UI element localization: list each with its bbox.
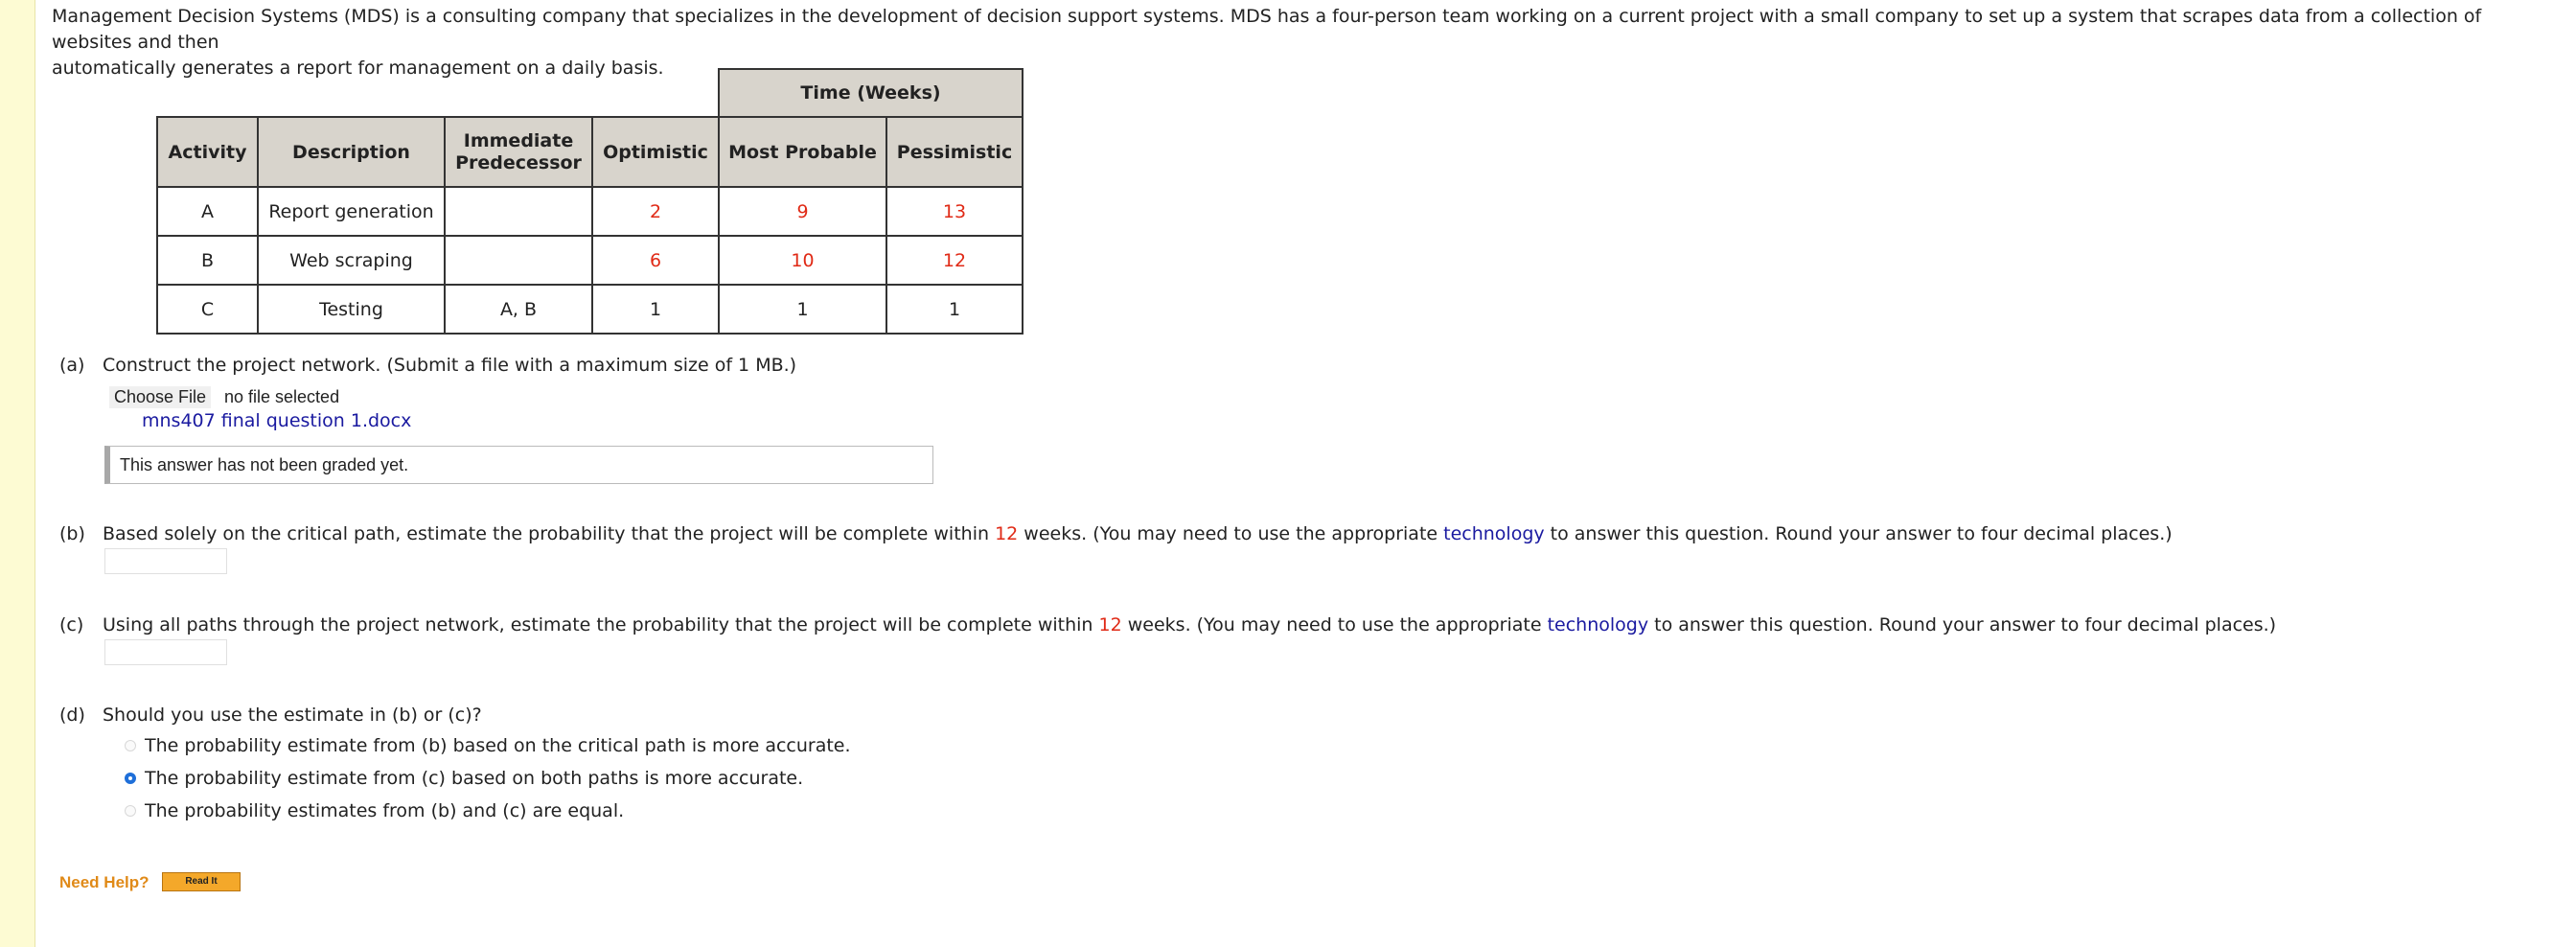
option-c-more-accurate[interactable]: [125, 768, 803, 789]
optimistic-cell: 6: [592, 236, 719, 285]
part-a-question: Construct the project network. (Submit a file with a maximum size of 1 MB.): [103, 355, 797, 376]
predecessor-cell: [445, 236, 592, 285]
technology-link[interactable]: technology: [1547, 614, 1649, 635]
part-b-text-mid: weeks. (You may need to use the appropriate: [1018, 523, 1444, 544]
most-probable-header: Most Probable: [719, 117, 886, 187]
part-c-text-before: Using all paths through the project network, estimate the probability that the project will be complete within: [103, 614, 1099, 635]
intro-line-1: Management Decision Systems (MDS) is a consulting company that specializes in the development of decision support systems. MDS has a four-person team working on a current project with a small company to set up a system that scrapes data from a collection of websites and then: [52, 6, 2482, 53]
predecessor-cell: [445, 187, 592, 236]
most-probable-cell: 10: [719, 236, 886, 285]
optimistic-cell: 1: [592, 285, 719, 334]
description-cell: Web scraping: [258, 236, 445, 285]
part-b-question: [103, 523, 2173, 544]
most-probable-cell: 1: [719, 285, 886, 334]
activity-cell: B: [157, 236, 258, 285]
question-content: [52, 0, 2563, 891]
description-cell: Report generation: [258, 187, 445, 236]
part-c-answer-input[interactable]: [104, 639, 227, 665]
description-cell: Testing: [258, 285, 445, 334]
table-blank-cell: [157, 69, 719, 117]
read-it-button[interactable]: Read It: [162, 872, 241, 891]
option-equal[interactable]: [125, 800, 624, 821]
part-b-text-after: to answer this question. Round your answer to four decimal places.): [1544, 523, 2173, 544]
option-label: The probability estimate from (b) based on the critical path is more accurate.: [145, 735, 851, 756]
table-row: [157, 187, 1023, 236]
uploaded-file-link[interactable]: mns407 final question 1.docx: [142, 410, 412, 431]
part-c-text-mid: weeks. (You may need to use the appropriate: [1121, 614, 1548, 635]
activity-header: Activity: [157, 117, 258, 187]
part-b-answer-input[interactable]: [104, 548, 227, 574]
intro-line-2: automatically generates a report for management on a daily basis.: [52, 58, 664, 79]
optimistic-header: Optimistic: [592, 117, 719, 187]
predecessor-header-line1: Immediate: [463, 129, 574, 151]
activity-cell: A: [157, 187, 258, 236]
need-help-label: Need Help?: [59, 873, 150, 891]
part-c-weeks: 12: [1098, 614, 1122, 635]
part-c-text-after: to answer this question. Round your answer to four decimal places.): [1648, 614, 2277, 635]
table-row: [157, 285, 1023, 334]
graded-status-box: This answer has not been graded yet.: [104, 446, 933, 484]
part-c-label: (c): [59, 614, 84, 635]
pessimistic-header: Pessimistic: [886, 117, 1023, 187]
option-label: The probability estimates from (b) and (c) are equal.: [145, 800, 625, 821]
optimistic-cell: 2: [592, 187, 719, 236]
part-d-label: (d): [59, 704, 85, 726]
option-label: The probability estimate from (c) based on both paths is more accurate.: [145, 768, 804, 789]
part-b-text-before: Based solely on the critical path, estimate the probability that the project will be complete within: [103, 523, 996, 544]
description-header: Description: [258, 117, 445, 187]
most-probable-cell: 9: [719, 187, 886, 236]
part-a-label: (a): [59, 355, 85, 376]
choose-file-button[interactable]: Choose File: [109, 386, 211, 408]
pessimistic-cell: 12: [886, 236, 1023, 285]
part-c-question: [103, 614, 2276, 635]
time-weeks-header: Time (Weeks): [719, 69, 1023, 117]
left-margin-bar: [0, 0, 35, 947]
activity-cell: C: [157, 285, 258, 334]
predecessor-header-line2: Predecessor: [455, 151, 582, 173]
pessimistic-cell: 1: [886, 285, 1023, 334]
activity-table: [156, 68, 1024, 335]
predecessor-header: [445, 117, 592, 187]
radio-button[interactable]: [125, 805, 136, 817]
pessimistic-cell: 13: [886, 187, 1023, 236]
part-b-label: (b): [59, 523, 85, 544]
option-b-more-accurate[interactable]: [125, 735, 851, 756]
table-row: [157, 236, 1023, 285]
predecessor-cell: A, B: [445, 285, 592, 334]
part-b-weeks: 12: [995, 523, 1019, 544]
radio-button[interactable]: [125, 740, 136, 751]
technology-link[interactable]: technology: [1443, 523, 1545, 544]
part-d-question: Should you use the estimate in (b) or (c)?: [103, 704, 482, 726]
radio-button-selected[interactable]: [125, 773, 136, 784]
file-status-text: no file selected: [224, 387, 340, 406]
